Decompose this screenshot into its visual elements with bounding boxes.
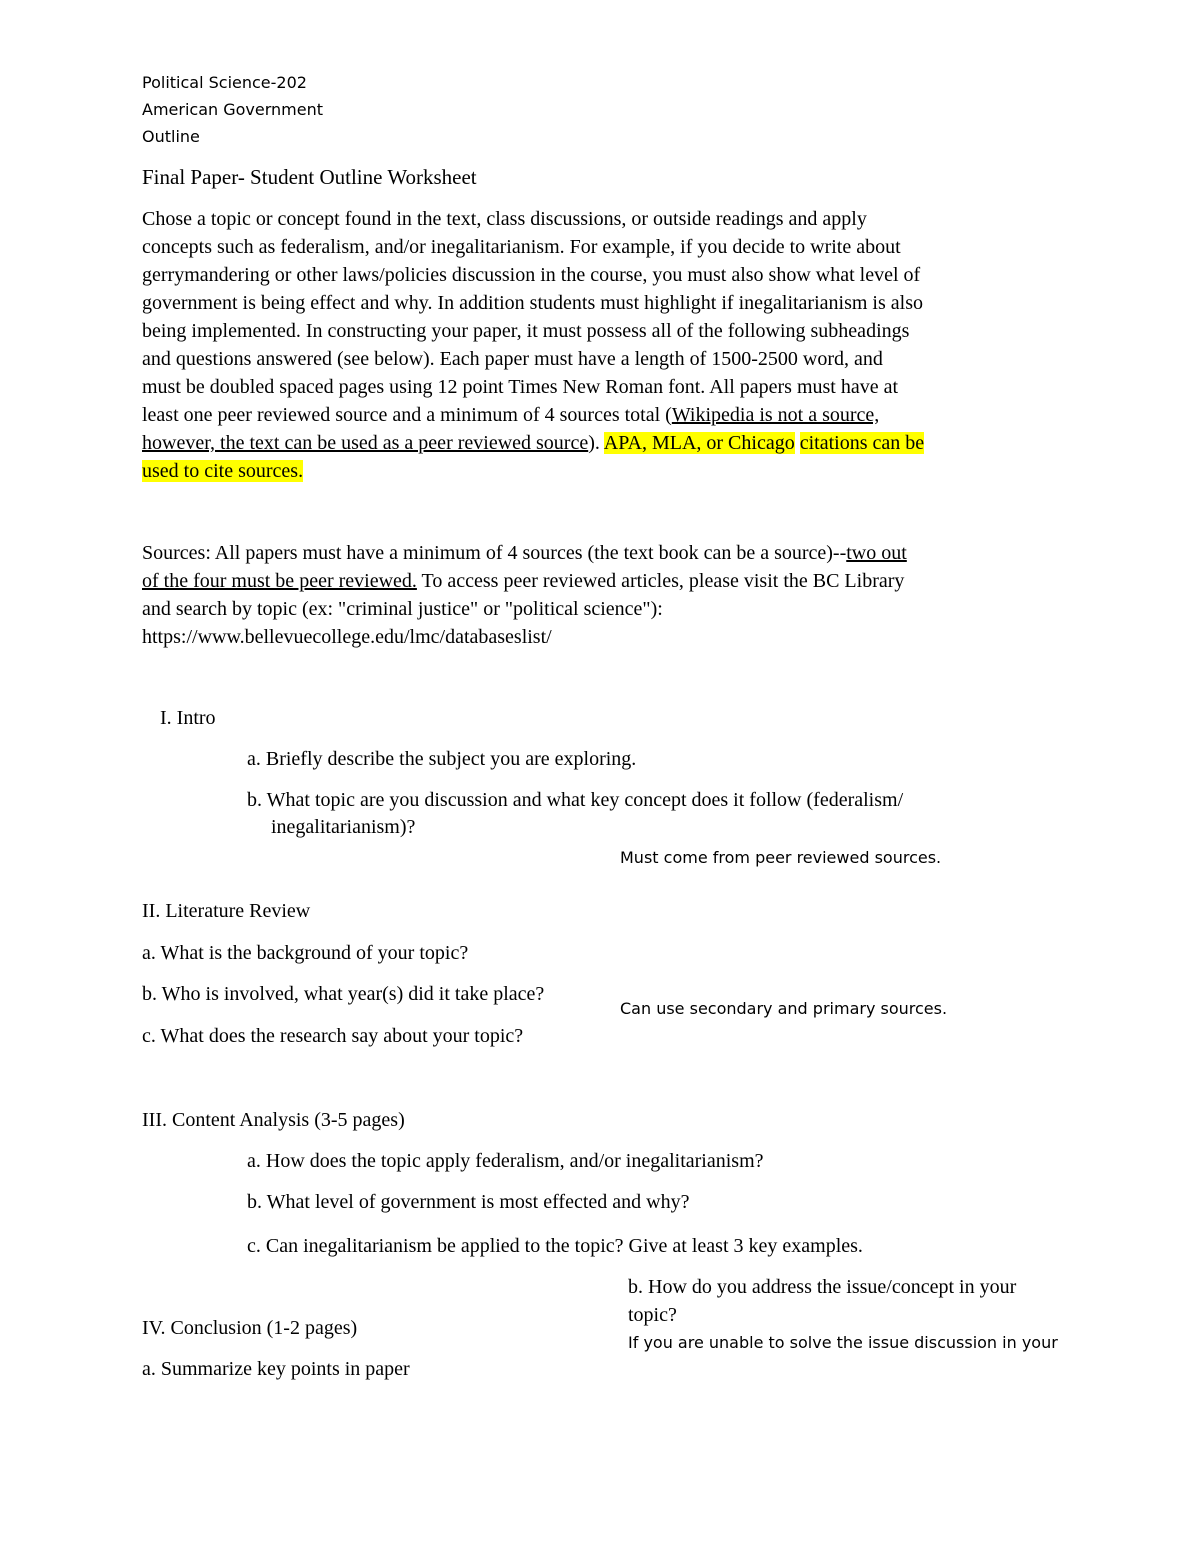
page-title: Final Paper- Student Outline Worksheet	[142, 165, 477, 189]
paragraph-line	[142, 429, 1082, 457]
margin-note: Can use secondary and primary sources.	[620, 999, 948, 1018]
margin-note: Must come from peer reviewed sources.	[620, 848, 942, 867]
text-run: ).	[588, 432, 604, 454]
library-url: https://www.bellevuecollege.edu/lmc/databaseslist/	[142, 626, 552, 648]
instructions-paragraph	[142, 205, 1082, 485]
outline-item: a. Summarize key points in paper	[142, 1358, 410, 1380]
outline-item: a. What is the background of your topic?	[142, 942, 469, 964]
sources-paragraph	[142, 539, 1082, 651]
paragraph-line	[142, 457, 1082, 485]
paragraph-line: Chose a topic or concept found in the text, class discussions, or outside readings and apply	[142, 208, 867, 230]
outline-item: inegalitarianism)?	[271, 816, 416, 838]
paragraph-line	[142, 567, 1082, 595]
highlighted-text: used to cite sources.	[142, 460, 304, 482]
section-heading-intro: I. Intro	[160, 707, 216, 729]
section-heading-literature-review: II. Literature Review	[142, 900, 311, 922]
paragraph-line: concepts such as federalism, and/or inegalitarianism. For example, if you decide to write about	[142, 236, 901, 258]
outline-item: b. What level of government is most effected and why?	[247, 1191, 690, 1213]
underlined-text: however, the text can be used as a peer reviewed source	[142, 432, 589, 454]
outline-item: a. How does the topic apply federalism, and/or inegalitarianism?	[247, 1150, 764, 1172]
paragraph-line: government is being effect and why. In addition students must highlight if inegalitarianism is also	[142, 292, 923, 314]
text-run: least one peer reviewed source and a minimum of 4 sources total (	[142, 404, 672, 426]
outline-item: c. Can inegalitarianism be applied to the topic? Give at least 3 key examples.	[247, 1235, 863, 1257]
paragraph-line	[142, 539, 1082, 567]
outline-item: b. How do you address the issue/concept in your	[628, 1276, 1017, 1298]
outline-item: a. Briefly describe the subject you are exploring.	[247, 748, 637, 770]
paragraph-line: being implemented. In constructing your paper, it must possess all of the following subheadings	[142, 320, 910, 342]
section-heading-conclusion: IV. Conclusion (1-2 pages)	[142, 1317, 358, 1339]
paragraph-line: and search by topic (ex: "criminal justice" or "political science"):	[142, 598, 663, 620]
text-run	[795, 432, 800, 454]
course-name: American Government	[142, 100, 324, 119]
outline-item: topic?	[628, 1304, 677, 1326]
paragraph-line: and questions answered (see below). Each paper must have a length of 1500-2500 word, and	[142, 348, 883, 370]
highlighted-text: citations can be	[799, 432, 925, 454]
paragraph-line: gerrymandering or other laws/policies discussion in the course, you must also show what level of	[142, 264, 921, 286]
outline-item: b. What topic are you discussion and what key concept does it follow (federalism/	[247, 789, 904, 811]
outline-item: c. What does the research say about your topic?	[142, 1025, 524, 1047]
underlined-text: of the four must be peer reviewed.	[142, 570, 417, 592]
paragraph-line	[142, 401, 1082, 429]
underlined-text: two out	[846, 542, 907, 564]
course-code: Political Science-202	[142, 73, 307, 92]
underlined-text: Wikipedia is not a source,	[671, 404, 880, 426]
paragraph-line: must be doubled spaced pages using 12 point Times New Roman font. All papers must have at	[142, 376, 899, 398]
outline-item: b. Who is involved, what year(s) did it take place?	[142, 983, 545, 1005]
text-run: To access peer reviewed articles, please visit the BC Library	[416, 570, 905, 592]
section-heading-content-analysis: III. Content Analysis (3-5 pages)	[142, 1109, 405, 1131]
document-type: Outline	[142, 127, 200, 146]
highlighted-text: APA, MLA, or Chicago	[603, 432, 795, 454]
margin-note: If you are unable to solve the issue discussion in your	[628, 1333, 1058, 1352]
text-run: Sources: All papers must have a minimum of 4 sources (the text book can be a source)--	[142, 542, 847, 564]
